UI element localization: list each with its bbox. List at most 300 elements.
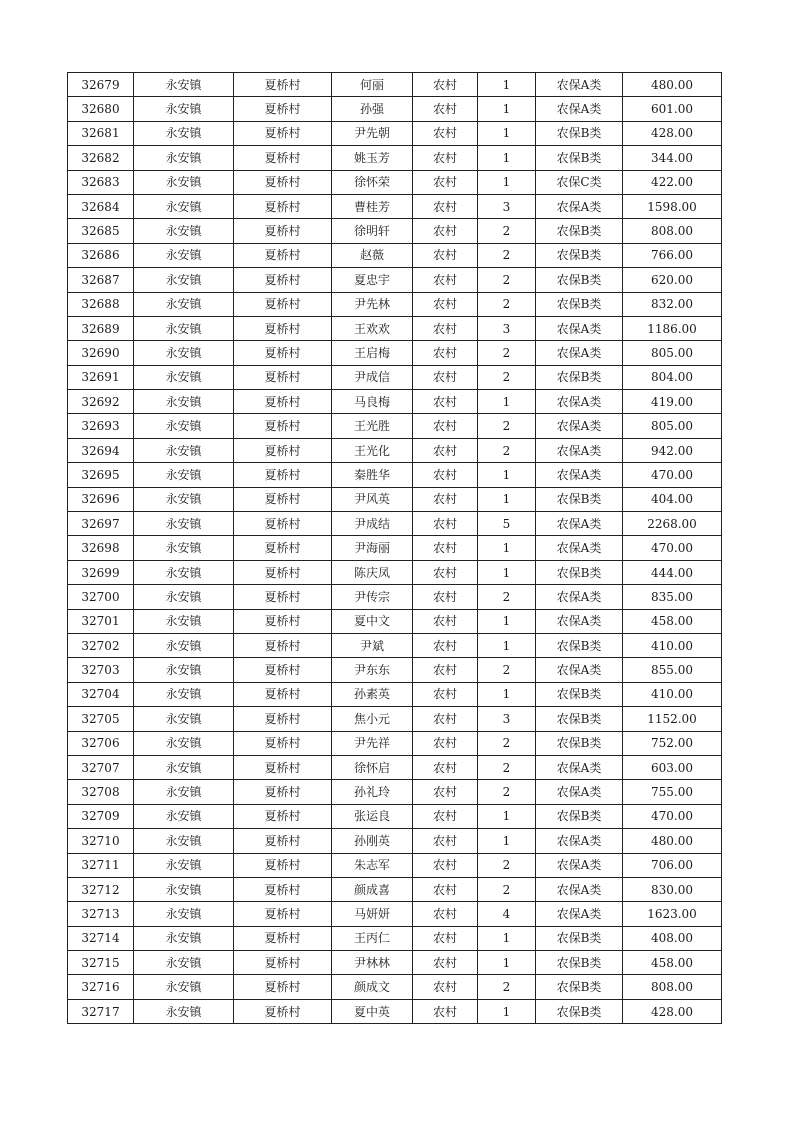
household-type-cell: 农村 xyxy=(413,487,478,511)
insurance-category-cell: 农保B类 xyxy=(536,292,623,316)
household-type-cell: 农村 xyxy=(413,560,478,584)
village-cell: 夏桥村 xyxy=(234,560,332,584)
town-cell: 永安镇 xyxy=(134,951,234,975)
table-row xyxy=(68,438,722,462)
name-cell: 秦胜华 xyxy=(332,463,413,487)
table-body xyxy=(68,73,722,1024)
village-cell: 夏桥村 xyxy=(234,341,332,365)
insurance-category-cell: 农保B类 xyxy=(536,146,623,170)
insurance-category-cell: 农保A类 xyxy=(536,73,623,97)
town-cell: 永安镇 xyxy=(134,97,234,121)
person-count-cell: 2 xyxy=(478,438,536,462)
town-cell: 永安镇 xyxy=(134,780,234,804)
insurance-category-cell: 农保A类 xyxy=(536,877,623,901)
name-cell: 孙礼玲 xyxy=(332,780,413,804)
name-cell: 尹成信 xyxy=(332,365,413,389)
town-cell: 永安镇 xyxy=(134,268,234,292)
record-id-cell: 32692 xyxy=(68,390,134,414)
table-row xyxy=(68,853,722,877)
household-type-cell: 农村 xyxy=(413,975,478,999)
household-type-cell: 农村 xyxy=(413,463,478,487)
amount-cell: 419.00 xyxy=(623,390,722,414)
household-type-cell: 农村 xyxy=(413,585,478,609)
insurance-category-cell: 农保A类 xyxy=(536,97,623,121)
household-type-cell: 农村 xyxy=(413,438,478,462)
record-id-cell: 32682 xyxy=(68,146,134,170)
record-id-cell: 32700 xyxy=(68,585,134,609)
village-cell: 夏桥村 xyxy=(234,682,332,706)
record-id-cell: 32702 xyxy=(68,633,134,657)
name-cell: 徐怀启 xyxy=(332,755,413,779)
town-cell: 永安镇 xyxy=(134,365,234,389)
name-cell: 夏忠宇 xyxy=(332,268,413,292)
household-type-cell: 农村 xyxy=(413,609,478,633)
table-row xyxy=(68,463,722,487)
name-cell: 朱志军 xyxy=(332,853,413,877)
insurance-category-cell: 农保A类 xyxy=(536,536,623,560)
amount-cell: 470.00 xyxy=(623,536,722,560)
household-type-cell: 农村 xyxy=(413,804,478,828)
household-type-cell: 农村 xyxy=(413,999,478,1023)
household-type-cell: 农村 xyxy=(413,219,478,243)
village-cell: 夏桥村 xyxy=(234,316,332,340)
person-count-cell: 1 xyxy=(478,999,536,1023)
table-row xyxy=(68,268,722,292)
town-cell: 永安镇 xyxy=(134,414,234,438)
person-count-cell: 2 xyxy=(478,243,536,267)
name-cell: 姚玉芳 xyxy=(332,146,413,170)
village-cell: 夏桥村 xyxy=(234,194,332,218)
amount-cell: 601.00 xyxy=(623,97,722,121)
town-cell: 永安镇 xyxy=(134,853,234,877)
person-count-cell: 2 xyxy=(478,853,536,877)
amount-cell: 1152.00 xyxy=(623,707,722,731)
person-count-cell: 1 xyxy=(478,73,536,97)
insurance-category-cell: 农保A类 xyxy=(536,609,623,633)
household-type-cell: 农村 xyxy=(413,341,478,365)
town-cell: 永安镇 xyxy=(134,609,234,633)
insurance-category-cell: 农保B类 xyxy=(536,926,623,950)
name-cell: 尹风英 xyxy=(332,487,413,511)
town-cell: 永安镇 xyxy=(134,146,234,170)
record-id-cell: 32694 xyxy=(68,438,134,462)
insurance-category-cell: 农保B类 xyxy=(536,121,623,145)
record-id-cell: 32687 xyxy=(68,268,134,292)
table-row xyxy=(68,292,722,316)
household-type-cell: 农村 xyxy=(413,780,478,804)
person-count-cell: 1 xyxy=(478,121,536,145)
person-count-cell: 1 xyxy=(478,829,536,853)
amount-cell: 1598.00 xyxy=(623,194,722,218)
town-cell: 永安镇 xyxy=(134,585,234,609)
person-count-cell: 3 xyxy=(478,707,536,731)
insurance-category-cell: 农保A类 xyxy=(536,512,623,536)
village-cell: 夏桥村 xyxy=(234,170,332,194)
insurance-category-cell: 农保B类 xyxy=(536,219,623,243)
amount-cell: 804.00 xyxy=(623,365,722,389)
town-cell: 永安镇 xyxy=(134,121,234,145)
town-cell: 永安镇 xyxy=(134,536,234,560)
town-cell: 永安镇 xyxy=(134,292,234,316)
town-cell: 永安镇 xyxy=(134,682,234,706)
name-cell: 徐明轩 xyxy=(332,219,413,243)
household-type-cell: 农村 xyxy=(413,951,478,975)
table-row xyxy=(68,170,722,194)
name-cell: 颜成文 xyxy=(332,975,413,999)
table-row xyxy=(68,146,722,170)
village-cell: 夏桥村 xyxy=(234,609,332,633)
town-cell: 永安镇 xyxy=(134,170,234,194)
name-cell: 夏中英 xyxy=(332,999,413,1023)
household-type-cell: 农村 xyxy=(413,707,478,731)
village-cell: 夏桥村 xyxy=(234,731,332,755)
person-count-cell: 2 xyxy=(478,658,536,682)
amount-cell: 835.00 xyxy=(623,585,722,609)
insurance-category-cell: 农保B类 xyxy=(536,951,623,975)
table-row xyxy=(68,414,722,438)
insurance-category-cell: 农保A类 xyxy=(536,341,623,365)
insurance-category-cell: 农保B类 xyxy=(536,560,623,584)
name-cell: 王启梅 xyxy=(332,341,413,365)
person-count-cell: 1 xyxy=(478,146,536,170)
amount-cell: 470.00 xyxy=(623,463,722,487)
table-row xyxy=(68,658,722,682)
household-type-cell: 农村 xyxy=(413,902,478,926)
amount-cell: 805.00 xyxy=(623,414,722,438)
village-cell: 夏桥村 xyxy=(234,585,332,609)
town-cell: 永安镇 xyxy=(134,560,234,584)
person-count-cell: 2 xyxy=(478,219,536,243)
amount-cell: 422.00 xyxy=(623,170,722,194)
person-count-cell: 2 xyxy=(478,975,536,999)
household-type-cell: 农村 xyxy=(413,292,478,316)
insurance-category-cell: 农保A类 xyxy=(536,438,623,462)
insurance-category-cell: 农保B类 xyxy=(536,268,623,292)
record-id-cell: 32679 xyxy=(68,73,134,97)
person-count-cell: 1 xyxy=(478,926,536,950)
person-count-cell: 1 xyxy=(478,97,536,121)
town-cell: 永安镇 xyxy=(134,755,234,779)
household-type-cell: 农村 xyxy=(413,414,478,438)
record-id-cell: 32706 xyxy=(68,731,134,755)
amount-cell: 855.00 xyxy=(623,658,722,682)
name-cell: 张运良 xyxy=(332,804,413,828)
table-row xyxy=(68,194,722,218)
amount-cell: 480.00 xyxy=(623,73,722,97)
insurance-category-cell: 农保A类 xyxy=(536,902,623,926)
name-cell: 颜成喜 xyxy=(332,877,413,901)
village-cell: 夏桥村 xyxy=(234,853,332,877)
name-cell: 尹东东 xyxy=(332,658,413,682)
village-cell: 夏桥村 xyxy=(234,292,332,316)
record-id-cell: 32693 xyxy=(68,414,134,438)
record-id-cell: 32710 xyxy=(68,829,134,853)
name-cell: 尹先祥 xyxy=(332,731,413,755)
person-count-cell: 2 xyxy=(478,365,536,389)
person-count-cell: 3 xyxy=(478,316,536,340)
town-cell: 永安镇 xyxy=(134,438,234,462)
village-cell: 夏桥村 xyxy=(234,633,332,657)
table-row xyxy=(68,609,722,633)
village-cell: 夏桥村 xyxy=(234,487,332,511)
name-cell: 尹斌 xyxy=(332,633,413,657)
town-cell: 永安镇 xyxy=(134,219,234,243)
record-id-cell: 32691 xyxy=(68,365,134,389)
household-type-cell: 农村 xyxy=(413,682,478,706)
village-cell: 夏桥村 xyxy=(234,438,332,462)
person-count-cell: 4 xyxy=(478,902,536,926)
town-cell: 永安镇 xyxy=(134,243,234,267)
insurance-category-cell: 农保A类 xyxy=(536,780,623,804)
name-cell: 徐怀荣 xyxy=(332,170,413,194)
village-cell: 夏桥村 xyxy=(234,365,332,389)
name-cell: 尹海丽 xyxy=(332,536,413,560)
village-cell: 夏桥村 xyxy=(234,219,332,243)
amount-cell: 458.00 xyxy=(623,951,722,975)
name-cell: 王光胜 xyxy=(332,414,413,438)
table-row xyxy=(68,926,722,950)
amount-cell: 832.00 xyxy=(623,292,722,316)
record-id-cell: 32707 xyxy=(68,755,134,779)
household-type-cell: 农村 xyxy=(413,268,478,292)
amount-cell: 752.00 xyxy=(623,731,722,755)
name-cell: 尹先林 xyxy=(332,292,413,316)
record-id-cell: 32697 xyxy=(68,512,134,536)
amount-cell: 620.00 xyxy=(623,268,722,292)
record-id-cell: 32683 xyxy=(68,170,134,194)
village-cell: 夏桥村 xyxy=(234,951,332,975)
insurance-category-cell: 农保A类 xyxy=(536,316,623,340)
town-cell: 永安镇 xyxy=(134,829,234,853)
amount-cell: 480.00 xyxy=(623,829,722,853)
town-cell: 永安镇 xyxy=(134,902,234,926)
amount-cell: 808.00 xyxy=(623,975,722,999)
person-count-cell: 1 xyxy=(478,682,536,706)
name-cell: 尹先朝 xyxy=(332,121,413,145)
town-cell: 永安镇 xyxy=(134,877,234,901)
village-cell: 夏桥村 xyxy=(234,804,332,828)
village-cell: 夏桥村 xyxy=(234,97,332,121)
person-count-cell: 1 xyxy=(478,804,536,828)
name-cell: 赵薇 xyxy=(332,243,413,267)
amount-cell: 1623.00 xyxy=(623,902,722,926)
table-row xyxy=(68,902,722,926)
name-cell: 曹桂芳 xyxy=(332,194,413,218)
person-count-cell: 3 xyxy=(478,194,536,218)
household-type-cell: 农村 xyxy=(413,853,478,877)
record-id-cell: 32699 xyxy=(68,560,134,584)
insurance-category-cell: 农保B类 xyxy=(536,633,623,657)
name-cell: 王光化 xyxy=(332,438,413,462)
town-cell: 永安镇 xyxy=(134,707,234,731)
amount-cell: 404.00 xyxy=(623,487,722,511)
town-cell: 永安镇 xyxy=(134,731,234,755)
table-row xyxy=(68,97,722,121)
village-cell: 夏桥村 xyxy=(234,536,332,560)
village-cell: 夏桥村 xyxy=(234,755,332,779)
amount-cell: 470.00 xyxy=(623,804,722,828)
insurance-category-cell: 农保C类 xyxy=(536,170,623,194)
person-count-cell: 2 xyxy=(478,268,536,292)
village-cell: 夏桥村 xyxy=(234,121,332,145)
village-cell: 夏桥村 xyxy=(234,829,332,853)
record-id-cell: 32708 xyxy=(68,780,134,804)
household-type-cell: 农村 xyxy=(413,194,478,218)
table-row xyxy=(68,731,722,755)
household-type-cell: 农村 xyxy=(413,658,478,682)
table-row xyxy=(68,877,722,901)
record-id-cell: 32716 xyxy=(68,975,134,999)
table-row xyxy=(68,975,722,999)
name-cell: 王欢欢 xyxy=(332,316,413,340)
town-cell: 永安镇 xyxy=(134,487,234,511)
insurance-category-cell: 农保A类 xyxy=(536,829,623,853)
table-row xyxy=(68,341,722,365)
insurance-category-cell: 农保A类 xyxy=(536,194,623,218)
name-cell: 尹传宗 xyxy=(332,585,413,609)
village-cell: 夏桥村 xyxy=(234,512,332,536)
village-cell: 夏桥村 xyxy=(234,463,332,487)
town-cell: 永安镇 xyxy=(134,926,234,950)
household-type-cell: 农村 xyxy=(413,73,478,97)
table-row xyxy=(68,365,722,389)
town-cell: 永安镇 xyxy=(134,73,234,97)
person-count-cell: 2 xyxy=(478,877,536,901)
person-count-cell: 1 xyxy=(478,390,536,414)
person-count-cell: 1 xyxy=(478,463,536,487)
record-id-cell: 32713 xyxy=(68,902,134,926)
town-cell: 永安镇 xyxy=(134,975,234,999)
table-row xyxy=(68,804,722,828)
table-row xyxy=(68,755,722,779)
town-cell: 永安镇 xyxy=(134,999,234,1023)
amount-cell: 444.00 xyxy=(623,560,722,584)
household-type-cell: 农村 xyxy=(413,633,478,657)
table-row xyxy=(68,121,722,145)
person-count-cell: 2 xyxy=(478,585,536,609)
record-id-cell: 32717 xyxy=(68,999,134,1023)
village-cell: 夏桥村 xyxy=(234,414,332,438)
record-id-cell: 32709 xyxy=(68,804,134,828)
record-id-cell: 32711 xyxy=(68,853,134,877)
person-count-cell: 5 xyxy=(478,512,536,536)
village-cell: 夏桥村 xyxy=(234,268,332,292)
insurance-category-cell: 农保A类 xyxy=(536,755,623,779)
amount-cell: 408.00 xyxy=(623,926,722,950)
insurance-category-cell: 农保A类 xyxy=(536,390,623,414)
record-id-cell: 32689 xyxy=(68,316,134,340)
amount-cell: 830.00 xyxy=(623,877,722,901)
village-cell: 夏桥村 xyxy=(234,243,332,267)
person-count-cell: 2 xyxy=(478,414,536,438)
village-cell: 夏桥村 xyxy=(234,658,332,682)
town-cell: 永安镇 xyxy=(134,194,234,218)
insurance-category-cell: 农保A类 xyxy=(536,585,623,609)
name-cell: 何丽 xyxy=(332,73,413,97)
town-cell: 永安镇 xyxy=(134,804,234,828)
person-count-cell: 2 xyxy=(478,780,536,804)
household-type-cell: 农村 xyxy=(413,170,478,194)
name-cell: 马妍妍 xyxy=(332,902,413,926)
amount-cell: 942.00 xyxy=(623,438,722,462)
village-cell: 夏桥村 xyxy=(234,780,332,804)
amount-cell: 766.00 xyxy=(623,243,722,267)
amount-cell: 808.00 xyxy=(623,219,722,243)
amount-cell: 603.00 xyxy=(623,755,722,779)
record-id-cell: 32680 xyxy=(68,97,134,121)
table-row xyxy=(68,243,722,267)
insurance-category-cell: 农保B类 xyxy=(536,804,623,828)
person-count-cell: 1 xyxy=(478,633,536,657)
insurance-category-cell: 农保B类 xyxy=(536,975,623,999)
name-cell: 孙素英 xyxy=(332,682,413,706)
table-row xyxy=(68,682,722,706)
household-type-cell: 农村 xyxy=(413,316,478,340)
village-cell: 夏桥村 xyxy=(234,975,332,999)
table-row xyxy=(68,707,722,731)
town-cell: 永安镇 xyxy=(134,341,234,365)
village-cell: 夏桥村 xyxy=(234,390,332,414)
town-cell: 永安镇 xyxy=(134,633,234,657)
table-row xyxy=(68,585,722,609)
name-cell: 焦小元 xyxy=(332,707,413,731)
household-type-cell: 农村 xyxy=(413,97,478,121)
person-count-cell: 1 xyxy=(478,609,536,633)
record-id-cell: 32698 xyxy=(68,536,134,560)
amount-cell: 2268.00 xyxy=(623,512,722,536)
record-id-cell: 32715 xyxy=(68,951,134,975)
record-id-cell: 32712 xyxy=(68,877,134,901)
village-cell: 夏桥村 xyxy=(234,926,332,950)
village-cell: 夏桥村 xyxy=(234,707,332,731)
insurance-category-cell: 农保A类 xyxy=(536,414,623,438)
name-cell: 尹成结 xyxy=(332,512,413,536)
table-row xyxy=(68,780,722,804)
amount-cell: 706.00 xyxy=(623,853,722,877)
record-id-cell: 32688 xyxy=(68,292,134,316)
name-cell: 夏中文 xyxy=(332,609,413,633)
household-type-cell: 农村 xyxy=(413,731,478,755)
amount-cell: 1186.00 xyxy=(623,316,722,340)
record-id-cell: 32685 xyxy=(68,219,134,243)
insurance-category-cell: 农保B类 xyxy=(536,682,623,706)
record-id-cell: 32686 xyxy=(68,243,134,267)
town-cell: 永安镇 xyxy=(134,512,234,536)
amount-cell: 428.00 xyxy=(623,121,722,145)
person-count-cell: 1 xyxy=(478,560,536,584)
name-cell: 尹林林 xyxy=(332,951,413,975)
insurance-category-cell: 农保B类 xyxy=(536,999,623,1023)
household-type-cell: 农村 xyxy=(413,243,478,267)
table-row xyxy=(68,633,722,657)
record-id-cell: 32696 xyxy=(68,487,134,511)
name-cell: 孙刚英 xyxy=(332,829,413,853)
table-row xyxy=(68,390,722,414)
household-type-cell: 农村 xyxy=(413,512,478,536)
table-row xyxy=(68,512,722,536)
table-row xyxy=(68,829,722,853)
household-type-cell: 农村 xyxy=(413,926,478,950)
table-row xyxy=(68,999,722,1023)
insurance-category-cell: 农保B类 xyxy=(536,243,623,267)
person-count-cell: 1 xyxy=(478,487,536,511)
insurance-category-cell: 农保A类 xyxy=(536,463,623,487)
person-count-cell: 2 xyxy=(478,341,536,365)
person-count-cell: 1 xyxy=(478,170,536,194)
town-cell: 永安镇 xyxy=(134,658,234,682)
amount-cell: 755.00 xyxy=(623,780,722,804)
amount-cell: 344.00 xyxy=(623,146,722,170)
